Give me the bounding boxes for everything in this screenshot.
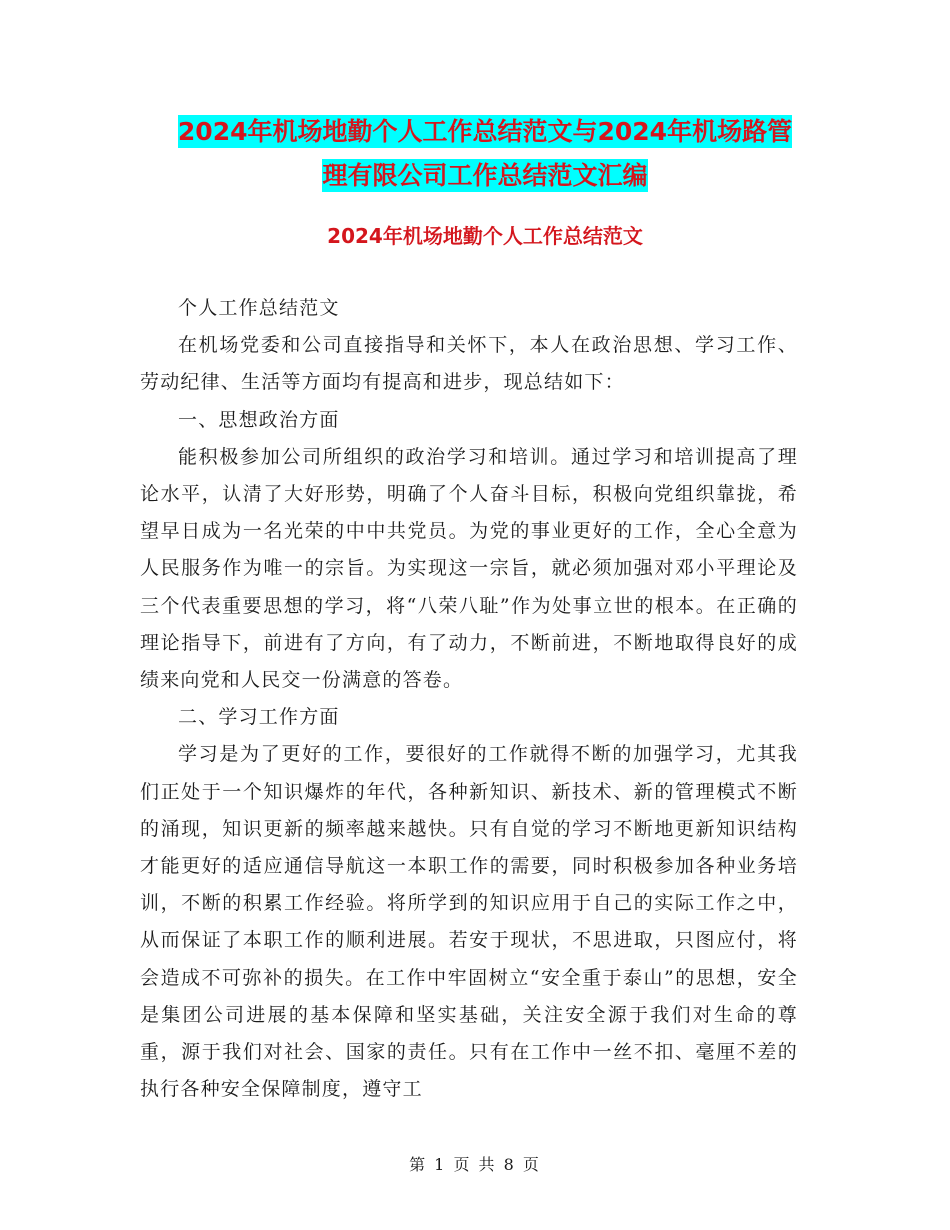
document-body (140, 290, 798, 1108)
document-title (140, 110, 830, 198)
paragraph-study-work: 学习是为了更好的工作，要很好的工作就得不断的加强学习，尤其我们正处于一个知识爆炸的年代，各种新知识、新技术、新的管理模式不断的涌现，知识更新的频率越来越快。只有自觉的学习不断地更新知识结构才能更好的适应通信导航这一本职工作的需要，同时积极参加各种业务培训，不断的积累工作经验。将所学到的知识应用于自己的实际工作之中，从而保证了本职工作的顺利进展。若安于现状，不思进取，只图应付，将会造成不可弥补的损失。在工作中牢固树立“安全重于泰山”的思想，安全是集团公司进展的基本保障和坚实基础，关注安全源于我们对生命的尊重，源于我们对社会、国家的责任。只有在工作中一丝不扣、毫厘不差的执行各种安全保障制度，遵守工 (140, 743, 798, 1101)
paragraph-political: 能积极参加公司所组织的政治学习和培训。通过学习和培训提高了理论水平，认清了大好形势，明确了个人奋斗目标，积极向党组织靠拢，希望早日成为一名光荣的中中共党员。为党的事业更好的工作，全心全意为人民服务作为唯一的宗旨。为实现这一宗旨，就必须加强对邓小平理论及三个代表重要思想的学习，将“八荣八耻”作为处事立世的根本。在正确的理论指导下，前进有了方向，有了动力，不断前进，不断地取得良好的成绩来向党和人民交一份满意的答卷。 (140, 445, 798, 692)
paragraph-subtitle: 个人工作总结范文 (178, 297, 340, 319)
title-line-1: 2024年机场地勤个人工作总结范文与2024年机场路管 (177, 117, 793, 146)
heading-study-work: 二、学习工作方面 (178, 706, 340, 729)
heading-political: 一、思想政治方面 (178, 408, 340, 431)
paragraph-intro: 在机场党委和公司直接指导和关怀下，本人在政治思想、学习工作、劳动纪律、生活等方面均有提高和进步，现总结如下： (140, 334, 798, 394)
title-line-2: 理有限公司工作总结范文汇编 (322, 161, 648, 190)
page-footer: 第 1 页 共 8 页 (409, 1155, 541, 1174)
section-title: 2024年机场地勤个人工作总结范文 (327, 224, 643, 248)
